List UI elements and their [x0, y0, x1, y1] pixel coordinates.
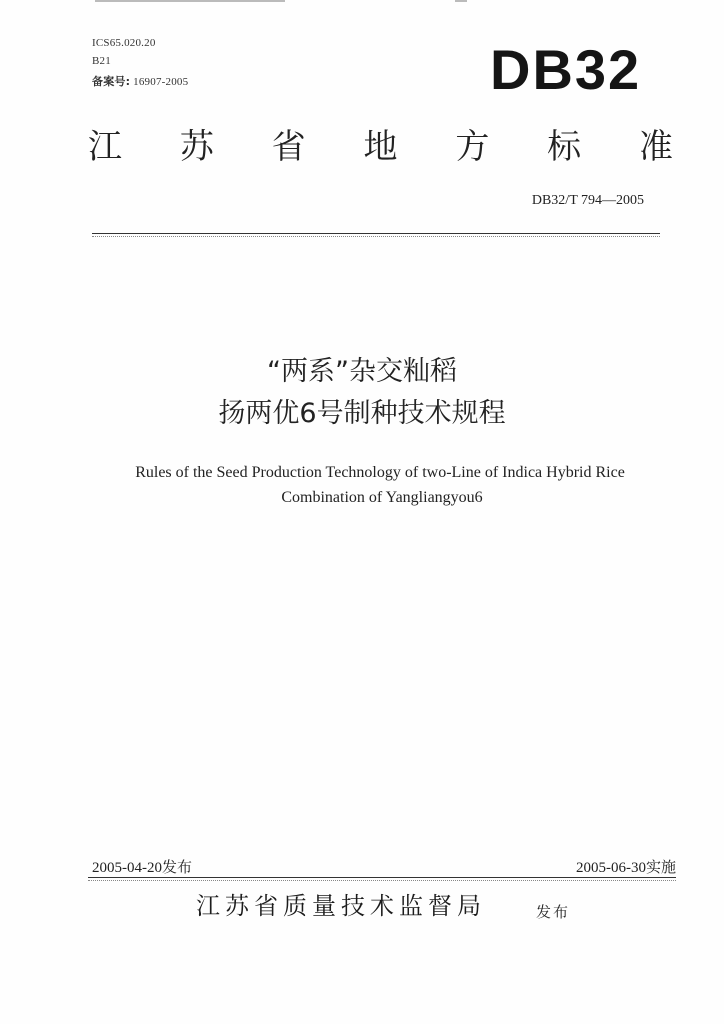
standard-title-char: 省 — [271, 127, 306, 167]
chinese-title-line1: “两系”杂交籼稻 — [267, 356, 457, 387]
standard-title-char: 地 — [363, 127, 398, 167]
filing-number-value: 16907-2005 — [133, 76, 189, 88]
effective-date-label: 实施 — [645, 858, 676, 876]
english-title-line2: Combination of Yangliangyou6 — [281, 489, 483, 506]
standard-title-char: 苏 — [179, 127, 214, 167]
effective-date — [576, 856, 676, 877]
standard-title-char: 江 — [88, 127, 122, 167]
footer-divider — [88, 877, 676, 878]
scan-artifact-line — [95, 0, 285, 2]
db32-logo: DB32 — [490, 38, 642, 101]
issuing-action: 发布 — [536, 903, 571, 921]
publish-date-value: 2005-04-20 — [92, 860, 162, 876]
standard-title-char: 方 — [455, 127, 490, 167]
header-divider — [92, 233, 660, 234]
filing-number — [92, 73, 188, 89]
publish-date-label: 发布 — [162, 858, 193, 876]
effective-date-value: 2005-06-30 — [575, 860, 646, 876]
standard-title-char: 准 — [638, 127, 673, 167]
english-title-line1: Rules of the Seed Production Technology of two-Line of Indica Hybrid Rice — [135, 464, 625, 481]
chinese-title-line2: 扬两优6号制种技术规程 — [218, 398, 506, 429]
filing-number-label: 备案号: — [92, 75, 131, 88]
standard-category-title — [88, 127, 673, 167]
publish-date — [92, 856, 192, 877]
standard-title-char: 标 — [547, 127, 582, 167]
ics-code: ICS65.020.20 — [92, 37, 156, 49]
scan-artifact-line — [455, 0, 467, 2]
standard-number: DB32/T 794—2005 — [531, 193, 644, 208]
classification-code: B21 — [92, 55, 111, 67]
issuing-authority: 江苏省质量技术监督局 — [196, 892, 486, 920]
